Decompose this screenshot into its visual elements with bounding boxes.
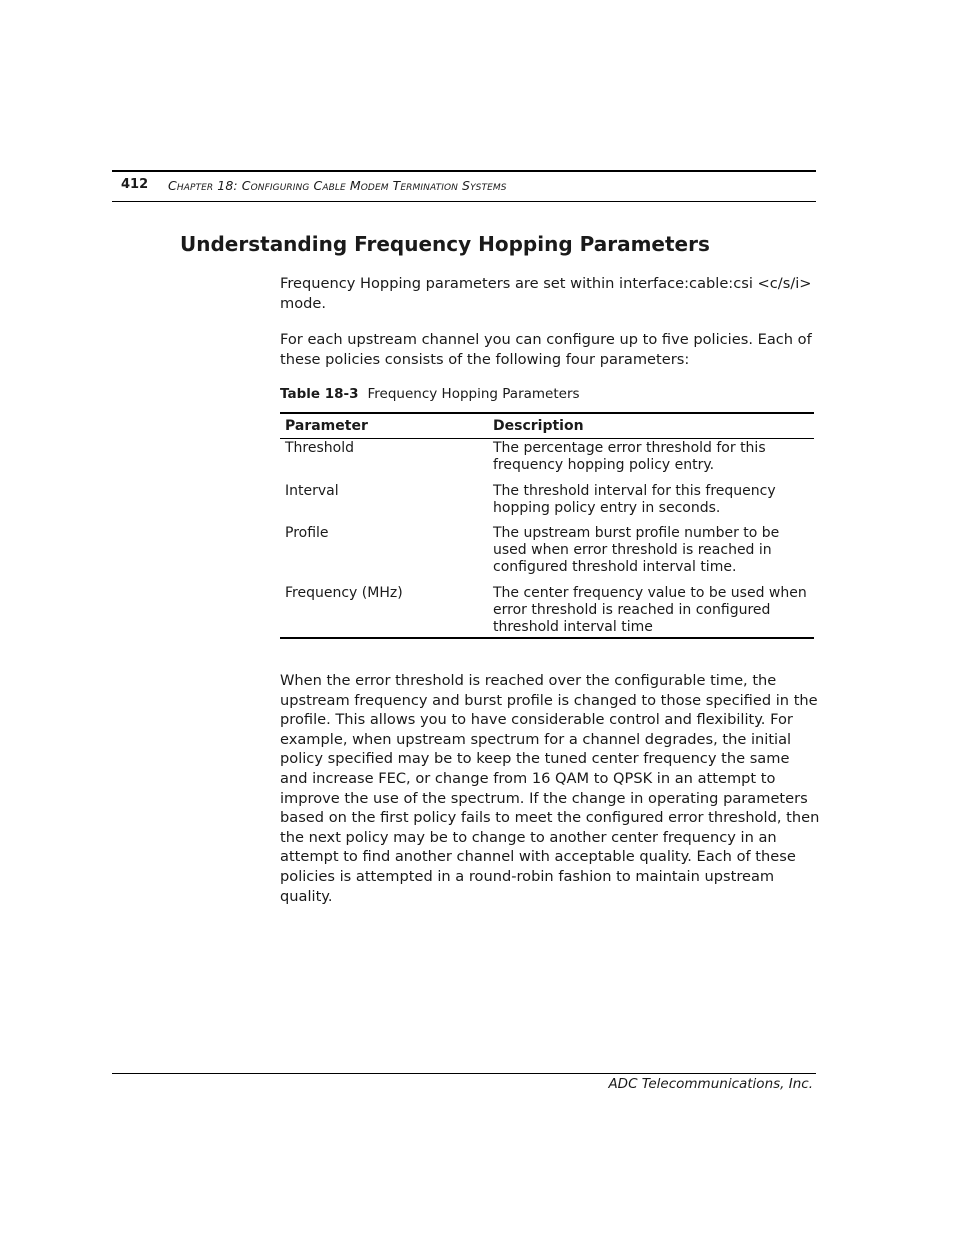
policies-paragraph: For each upstream channel you can configure up to five policies. Each of these policies consists of the following four parameters: <box>280 331 812 368</box>
table-header-row <box>280 413 814 439</box>
table-caption-text: Frequency Hopping Parameters <box>367 386 580 402</box>
parameter-cell: Frequency (MHz) <box>280 585 488 639</box>
table-label: Table 18-3 <box>280 386 359 402</box>
table-row <box>280 585 814 639</box>
page-number: 412 <box>121 177 149 192</box>
table-row <box>280 525 814 585</box>
parameter-cell: Interval <box>285 482 339 499</box>
table-row <box>280 483 814 525</box>
table-row <box>280 439 814 483</box>
parameter-cell: Profile <box>285 525 329 542</box>
column-header-parameter: Parameter <box>280 413 488 439</box>
description-cell: The threshold interval for this frequency hopping policy entry in seconds. <box>493 482 776 516</box>
intro-paragraph: Frequency Hopping parameters are set within interface:cable:csi <c/s/i> mode. <box>280 275 812 312</box>
section-title: Understanding Frequency Hopping Parameters <box>180 232 710 256</box>
description-cell: The upstream burst profile number to be used when error threshold is reached in configured threshold interval time. <box>493 525 780 576</box>
header-top-rule <box>112 170 816 172</box>
header-bottom-rule <box>112 201 816 202</box>
footer-company: ADC Telecommunications, Inc. <box>608 1076 813 1092</box>
description-cell: The percentage error threshold for this frequency hopping policy entry. <box>493 440 766 474</box>
description-cell: The center frequency value to be used when error threshold is reached in configured threshold interval time <box>488 585 814 639</box>
parameter-cell: Threshold <box>285 440 354 457</box>
footer-rule <box>112 1073 816 1074</box>
table-caption <box>280 386 580 402</box>
body-paragraph: When the error threshold is reached over the configurable time, the upstream frequency and burst profile is changed to those specified in the profile. This allows you to have considerable control and flexibility. For example, when upstream spectrum for a channel degrades, the initial policy specified may be to keep the tuned center frequency the same and increase FEC, or change from 16 QAM to QPSK in an attempt to improve the use of the spectrum. If the change in operating parameters based on the first policy fails to meet the configured error threshold, then the next policy may be to change to another center frequency in an attempt to find another channel with acceptable quality. Each of these policies is attempted in a round-robin fashion to maintain upstream quality. <box>280 672 820 905</box>
column-header-description: Description <box>488 413 814 439</box>
frequency-hopping-table <box>280 412 814 639</box>
chapter-title: Chapter 18: Configuring Cable Modem Termination Systems <box>168 178 507 193</box>
